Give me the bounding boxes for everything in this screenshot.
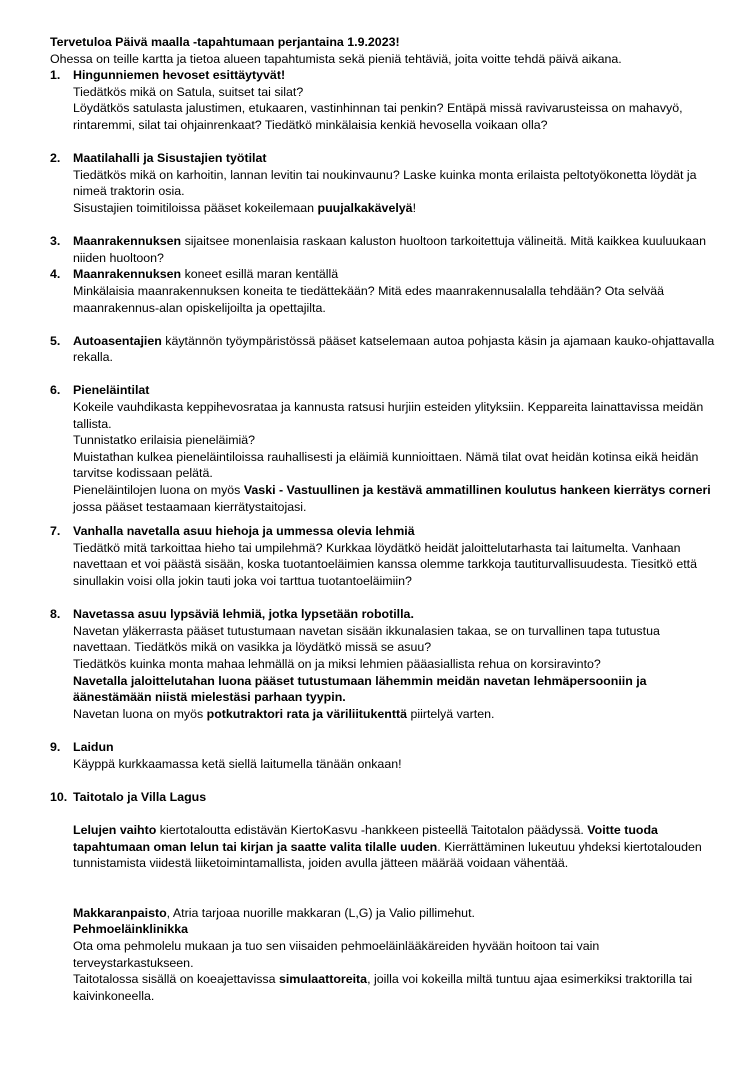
item-number: 3.: [50, 234, 61, 249]
item-text-part: . Kierrättäminen lukeutuu yhdeksi kiertotalouden tunnistamista viidestä liiketoimintamallista, joiden avulla jätteen määrää voidaan vähentää.: [73, 839, 702, 871]
item-text-part: Navetan luona on myös: [73, 706, 207, 721]
item-text: Tiedätkös kuinka monta mahaa lehmällä on ja miksi lehmien pääasiallista rehua on korsiravinto?: [73, 656, 601, 671]
item-heading: Autoasentajien: [73, 333, 162, 348]
item-text-part: Taitotalossa sisällä on koeajettavissa: [73, 972, 279, 987]
list-item: [50, 233, 720, 266]
taitotalo-section: [50, 822, 720, 1005]
item-text-bold: Vaski - Vastuullinen ja kestävä ammatillinen koulutus hankeen kierrätys corneri: [243, 483, 711, 498]
item-text: Tiedätkös mikä on Satula, suitset tai silat?: [73, 84, 304, 99]
item-number: 2.: [50, 151, 61, 166]
spacer: [50, 515, 720, 523]
item-text-bold: puujalkakävelyä: [317, 200, 413, 215]
document-title: Tervetuloa Päivä maalla -tapahtumaan perjantaina 1.9.2023!: [50, 35, 400, 49]
item-number: 6.: [50, 383, 61, 398]
item-text: [73, 200, 720, 217]
item-heading: Hingunniemen hevoset esittäytyvät!: [73, 68, 286, 83]
item-heading: Laidun: [73, 739, 114, 754]
list-item: [50, 150, 720, 216]
event-list: [50, 67, 720, 805]
spacer: [50, 772, 720, 789]
item-text-part: koneet esillä maran kentällä: [181, 267, 339, 282]
item-text-part: Sisustajien toimitiloissa pääset kokeilemaan: [73, 200, 318, 215]
item-heading: Vanhalla navetalla asuu hiehoja ja ummessa olevia lehmiä: [73, 524, 415, 539]
spacer: [73, 888, 720, 905]
list-item: [50, 266, 720, 316]
item-text-bold: Lelujen vaihto: [73, 822, 157, 837]
item-heading: Maanrakennuksen: [73, 234, 182, 249]
item-text: [73, 482, 720, 515]
item-text: Löydätkös satulasta jalustimen, etukaaren, vastinhinnan tai penkin? Entäpä missä ravivarusteissa on mahavyö, rintaremmi, silat tai ohjainrenkaat? Tiedätkö minkälaisia kenkiä hevosella voikaan olla?: [73, 101, 683, 132]
simulators-paragraph: [73, 971, 720, 1004]
item-number: 4.: [50, 267, 61, 282]
item-text: [73, 706, 720, 723]
item-text-part: Pieneläintilojen luona on myös: [73, 483, 244, 498]
list-item: [50, 333, 720, 366]
item-heading: Pieneläintilat: [73, 383, 150, 398]
item-text-bold: Voitte tuoda tapahtumaan oman lelun tai kirjan ja saatte valita tilalle uuden: [73, 822, 658, 854]
item-text-part: , joilla voi kokeilla miltä tuntuu ajaa esimerkiksi traktorilla tai kaivinkoneella.: [73, 972, 693, 1003]
spacer: [50, 722, 720, 739]
plush-clinic-heading: Pehmoeläinklinikka: [73, 922, 189, 937]
list-item: [50, 523, 720, 589]
item-number: 9.: [50, 739, 61, 754]
list-item: [50, 789, 720, 806]
intro-paragraph: Ohessa on teille kartta ja tietoa alueen tapahtumista sekä pieniä tehtäviä, joita voitte tehdä päivä aikana.: [50, 51, 622, 66]
item-text-part: , Atria tarjoaa nuorille makkaran (L,G) ja Valio pillimehut.: [166, 905, 475, 920]
sausage-paragraph: [73, 905, 720, 922]
item-text-bold: Navetalla jaloittelutahan luona pääset tutustumaan lähemmin meidän navetan lehmäpersooniin ja äänestämään niistä mielestäsi parhaan tyypin.: [73, 673, 647, 705]
item-number: 10.: [50, 789, 68, 804]
list-item: [50, 606, 720, 722]
document-page: [50, 34, 720, 1004]
spacer: [50, 805, 720, 822]
item-number: 8.: [50, 607, 61, 622]
item-text: [73, 333, 720, 366]
item-heading: Taitotalo ja Villa Lagus: [73, 789, 207, 804]
item-heading: Maanrakennuksen: [73, 267, 182, 282]
spacer: [50, 366, 720, 383]
item-text-part: sijaitsee monenlaisia raskaan kaluston huoltoon tarkoitettuja välineitä. Mitä kaikkea kuuluukaan niiden huoltoon?: [73, 234, 706, 265]
item-text: Muistathan kulkea pieneläintiloissa rauhallisesti ja eläimiä kunnioittaen. Nämä tilat ovat heidän kotinsa eikä heidän tarvitse kodissaan pelätä.: [73, 449, 699, 481]
item-text-part: !: [412, 200, 417, 215]
list-item: [50, 739, 720, 772]
spacer: [50, 217, 720, 234]
item-text: Kokeile vauhdikasta keppihevosrataa ja kannusta ratsusi hurjiin esteiden ylityksiin. Keppareita lainattavissa meidän tallista.: [73, 400, 704, 431]
list-item: [50, 67, 720, 133]
item-text: [73, 266, 720, 283]
spacer: [50, 316, 720, 333]
item-text-part: jossa pääset testaamaan kierrätystaitojasi.: [73, 499, 307, 514]
item-text: [73, 233, 720, 266]
item-text-bold: potkutraktori rata ja väriliitukenttä: [206, 706, 407, 721]
item-heading: Maatilahalli ja Sisustajien työtilat: [73, 151, 267, 166]
item-text: Minkälaisia maanrakennuksen koneita te tiedättekään? Mitä edes maanrakennusalalla tehdään? Ota selvää maanrakennus-alan opiskelijoilta ja opettajilta.: [73, 283, 664, 315]
item-heading: Navetassa asuu lypsäviä lehmiä, jotka lypsetään robotilla.: [73, 607, 414, 622]
spacer: [73, 872, 720, 889]
toy-swap-paragraph: [73, 822, 720, 872]
spacer: [50, 134, 720, 151]
spacer: [50, 590, 720, 607]
item-number: 7.: [50, 524, 61, 539]
item-text: Käyppä kurkkaamassa ketä siellä laitumella tänään onkaan!: [73, 756, 402, 771]
item-text-bold: simulaattoreita: [278, 972, 368, 987]
plush-clinic-text: Ota oma pehmolelu mukaan ja tuo sen viisaiden pehmoeläinlääkäreiden hyvään hoitoon tai vain terveystarkastukseen.: [73, 939, 600, 970]
item-text: Navetan yläkerrasta pääset tutustumaan navetan sisään ikkunalasien takaa, se on turvallinen tapa tutustua navettaan. Tiedätkös mikä on vasikka ja löydätkö missä se asuu?: [73, 623, 660, 655]
item-text-part: piirtelyä varten.: [407, 706, 495, 721]
list-item: [50, 382, 720, 515]
item-text-part: käytännön työympäristössä pääset katselemaan autoa pohjasta käsin ja ajamaan kauko-ohjattavalla rekalla.: [73, 333, 715, 365]
item-number: 5.: [50, 333, 61, 348]
item-text: Tiedätkös mikä on karhoitin, lannan levitin tai noukinvaunu? Laske kuinka monta erilaista peltotyökonetta löydät ja nimeä traktorin osia.: [73, 167, 697, 199]
item-text: Tiedätkö mitä tarkoittaa hieho tai umpilehmä? Kurkkaa löydätkö heidät jaloittelutarhasta tai laitumelta. Vanhaan navettaan et voi päästä sisään, koska tuotantoeläimien kanssa olemme tarkkoja tautiturvallisuudesta. Tiesitkö että sinullakin voisi olla jokin tauti joka voi tarttua tuotantoeläimiin?: [73, 540, 698, 588]
item-text-bold: Makkaranpaisto: [73, 905, 167, 920]
item-text-part: kiertotaloutta edistävän KiertoKasvu -hankkeen pisteellä Taitotalon päädyssä.: [156, 822, 588, 837]
item-text: Tunnistatko erilaisia pieneläimiä?: [73, 433, 256, 448]
item-number: 1.: [50, 68, 61, 83]
